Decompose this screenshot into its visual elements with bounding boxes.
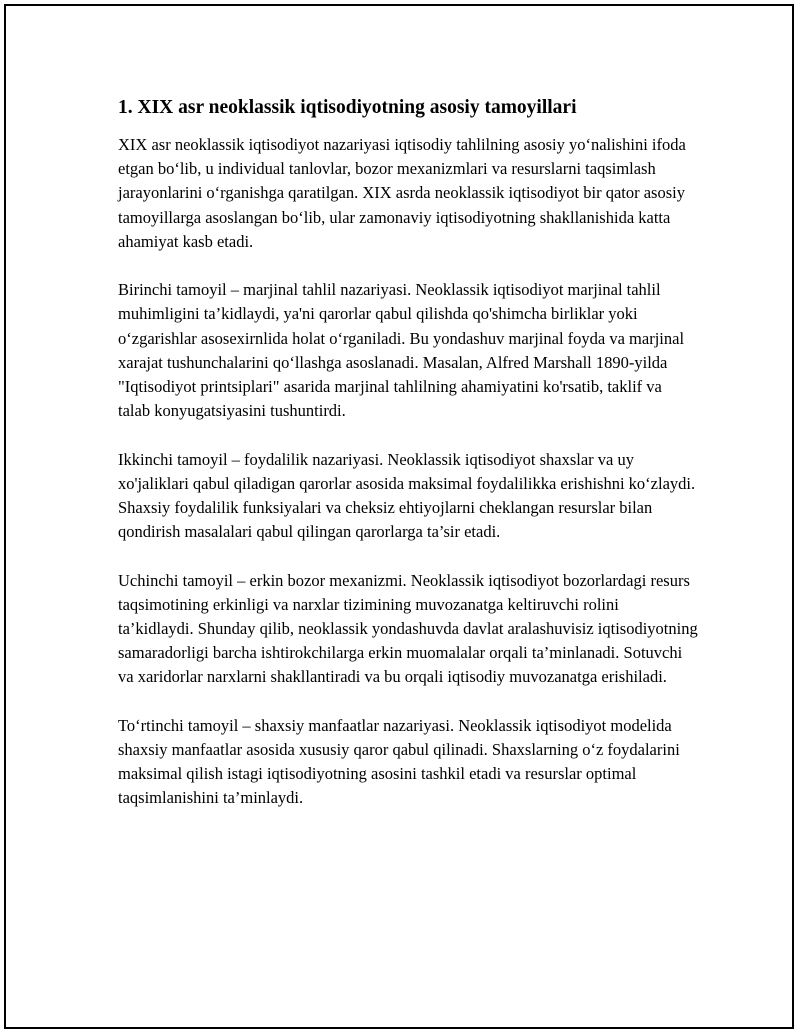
document-body — [118, 96, 698, 835]
paragraph-principle-3: Uchinchi tamoyil – erkin bozor mexanizmi. Neoklassik iqtisodiyot bozorlardagi resurs taqsimotining erkinligi va narxlar tizimining muvozanatga keltiruvchi rolini ta’kidlaydi. Shunday qilib, neoklassik yondashuvda davlat aralashuvisiz iqtisodiyotning samaradorligi barcha ishtirokchilarga erkin muomalalar orqali ta’minlanadi. Sotuvchi va xaridorlar narxlarni shakllantiradi va bu orqali iqtisodiy muvozanatga erishiladi. — [118, 570, 698, 687]
paragraph-principle-1: Birinchi tamoyil – marjinal tahlil nazariyasi. Neoklassik iqtisodiyot marjinal tahlil muhimligini ta’kidlaydi, ya'ni qarorlar qabul qilishda qo'shimcha birliklar yoki o‘zgarishlar asosexirnlida holat o‘rganiladi. Bu yondashuv marjinal foyda va marjinal xarajat tushunchalarini qo‘llashga asoslanadi. Masalan, Alfred Marshall 1890-yilda "Iqtisodiyot printsiplari" asarida marjinal tahlilning ahamiyatini ko'rsatib, taklif va talab konyugatsiyasini tushuntirdi. — [118, 280, 685, 421]
paragraph-principle-2: Ikkinchi tamoyil – foydalilik nazariyasi. Neoklassik iqtisodiyot shaxslar va uy xo'jaliklari qabul qiladigan qarorlar asosida maksimal foydalilikka erishishni ko‘zlaydi. Shaxsiy foydalilik funksiyalari va cheksiz ehtiyojlarni cheklangan resurslar bilan qondirish masalalari qabul qilingan qarorlarga ta’sir etadi. — [118, 449, 696, 542]
paragraph-principle-4: To‘rtinchi tamoyil – shaxsiy manfaatlar nazariyasi. Neoklassik iqtisodiyot modelida shaxsiy manfaatlar asosida xususiy qaror qabul qilinadi. Shaxslarning o‘z foydalarini maksimal qilish istagi iqtisodiyotning asosini tashkil etadi va resurslar optimal taqsimlanishini ta’minlaydi. — [118, 715, 680, 808]
section-heading: 1. XIX asr neoklassik iqtisodiyotning asosiy tamoyillari — [118, 97, 577, 118]
paragraph-intro: XIX asr neoklassik iqtisodiyot nazariyasi iqtisodiy tahlilning asosiy yo‘nalishini ifoda etgan bo‘lib, u individual tanlovlar, bozor mexanizmlari va resurslarni taqsimlash jarayonlarini o‘rganishga qaratilgan. XIX asrda neoklassik iqtisodiyot bir qator asosiy tamoyillarga asoslangan bo‘lib, ular zamonaviy iqtisodiyotning shakllanishida katta ahamiyat kasb etadi. — [118, 135, 686, 251]
